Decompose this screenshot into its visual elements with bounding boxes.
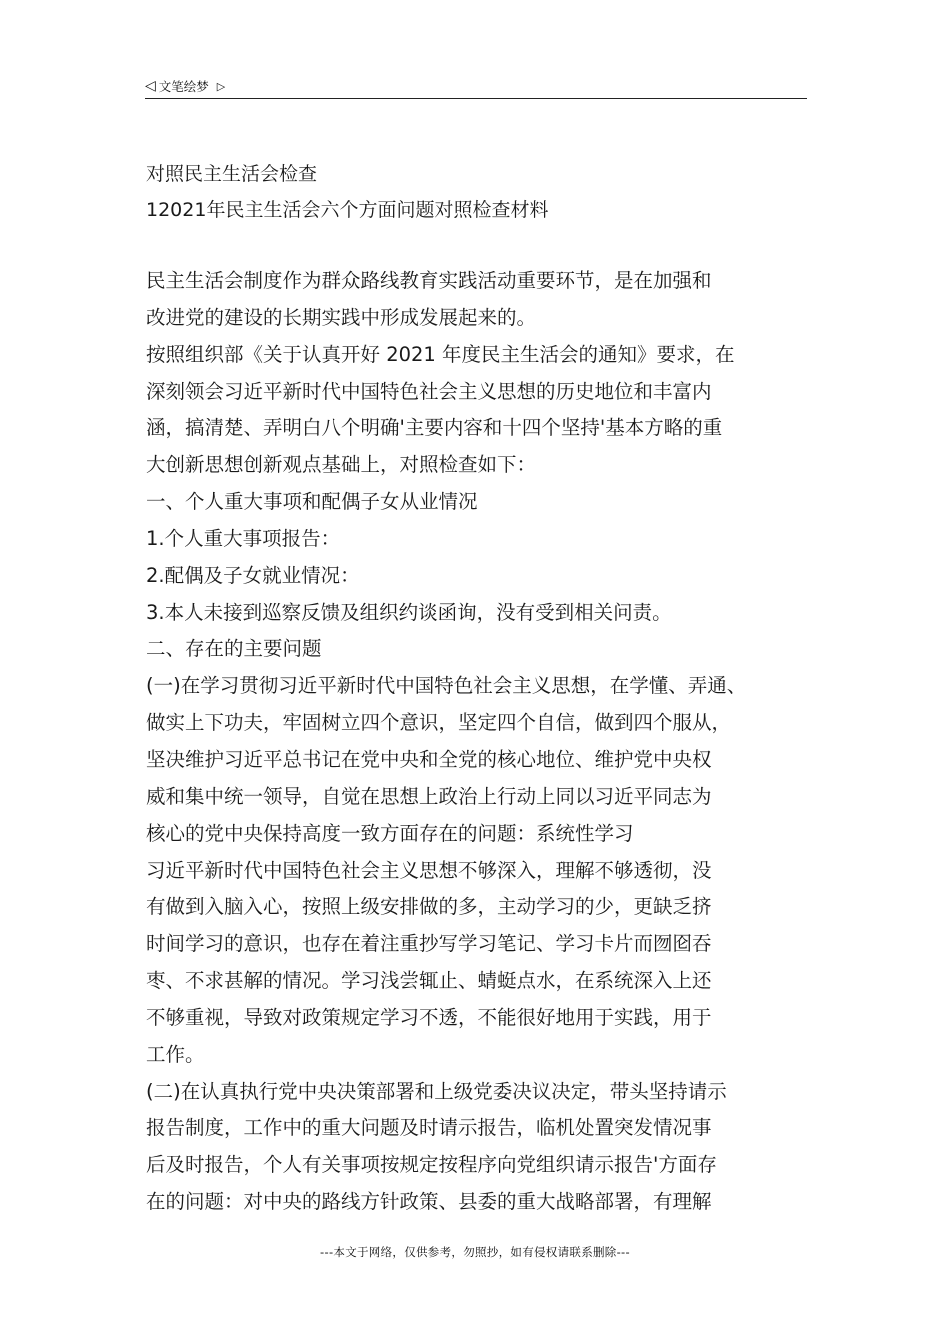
- body-line: 工作。: [146, 1042, 205, 1066]
- page-footer: ---本文于网络，仅供参考，勿照抄，如有侵权请联系删除---: [320, 1245, 630, 1259]
- body-line: 报告制度，工作中的重大问题及时请示报告，临机处置突发情况事: [146, 1116, 712, 1140]
- title-block: [146, 156, 806, 228]
- body-text: [146, 263, 810, 1221]
- body-line: 深刻领会习近平新时代中国特色社会主义思想的历史地位和丰富内: [146, 379, 712, 403]
- body-line: (一)在学习贯彻习近平新时代中国特色社会主义思想，在学懂、弄通、: [146, 674, 747, 698]
- title-line-2: 12021年民主生活会六个方面问题对照检查材料: [146, 199, 549, 221]
- body-line: 改进党的建设的长期实践中形成发展起来的。: [146, 305, 537, 329]
- body-line: 涵，搞清楚、弄明白八个明确'主要内容和十四个坚持'基本方略的重: [146, 416, 723, 440]
- body-line: 核心的党中央保持高度一致方面存在的问题：系统性学习: [146, 821, 634, 845]
- body-line: 有做到入脑入心，按照上级安排做的多，主动学习的少，更缺乏挤: [146, 895, 712, 919]
- body-line: 大创新思想创新观点基础上，对照检查如下：: [146, 453, 537, 477]
- header-brand: 文笔绘梦: [158, 79, 209, 94]
- body-line: 时间学习的意识，也存在着注重抄写学习笔记、学习卡片而囫囵吞: [146, 932, 712, 956]
- body-line: 习近平新时代中国特色社会主义思想不够深入，理解不够透彻，没: [146, 858, 712, 882]
- title-line-1: 对照民主生活会检查: [146, 163, 318, 185]
- body-line: 二、存在的主要问题: [146, 637, 322, 661]
- body-line: 一、个人重大事项和配偶子女从业情况: [146, 490, 478, 514]
- body-line: 1.个人重大事项报告：: [146, 526, 341, 550]
- body-line: 在的问题：对中央的路线方针政策、县委的重大战略部署，有理解: [146, 1190, 712, 1214]
- body-line: 坚决维护习近平总书记在党中央和全党的核心地位、维护党中央权: [146, 747, 712, 771]
- triangle-left-icon: ◁: [145, 78, 156, 94]
- body-line: 按照组织部《关于认真开好 2021 年度民主生活会的通知》要求，在: [146, 342, 735, 366]
- page-header: [145, 74, 807, 99]
- body-line: (二)在认真执行党中央决策部署和上级党委决议决定，带头坚持请示: [146, 1079, 727, 1103]
- body-line: 2.配偶及子女就业情况：: [146, 563, 360, 587]
- body-line: 不够重视，导致对政策规定学习不透，不能很好地用于实践，用于: [146, 1005, 712, 1029]
- body-line: 民主生活会制度作为群众路线教育实践活动重要环节，是在加强和: [146, 269, 712, 292]
- triangle-right-icon: ▷: [216, 79, 226, 93]
- body-line: 做实上下功夫，牢固树立四个意识，坚定四个自信，做到四个服从，: [146, 711, 732, 735]
- body-line: 3.本人未接到巡察反馈及组织约谈函询，没有受到相关问责。: [146, 600, 672, 624]
- body-line: 后及时报告，个人有关事项按规定按程序向党组织请示报告'方面存: [146, 1153, 717, 1177]
- body-line: 枣、不求甚解的情况。学习浅尝辄止、蜻蜓点水，在系统深入上还: [146, 969, 712, 993]
- body-line: 威和集中统一领导，自觉在思想上政治上行动上同以习近平同志为: [146, 784, 712, 808]
